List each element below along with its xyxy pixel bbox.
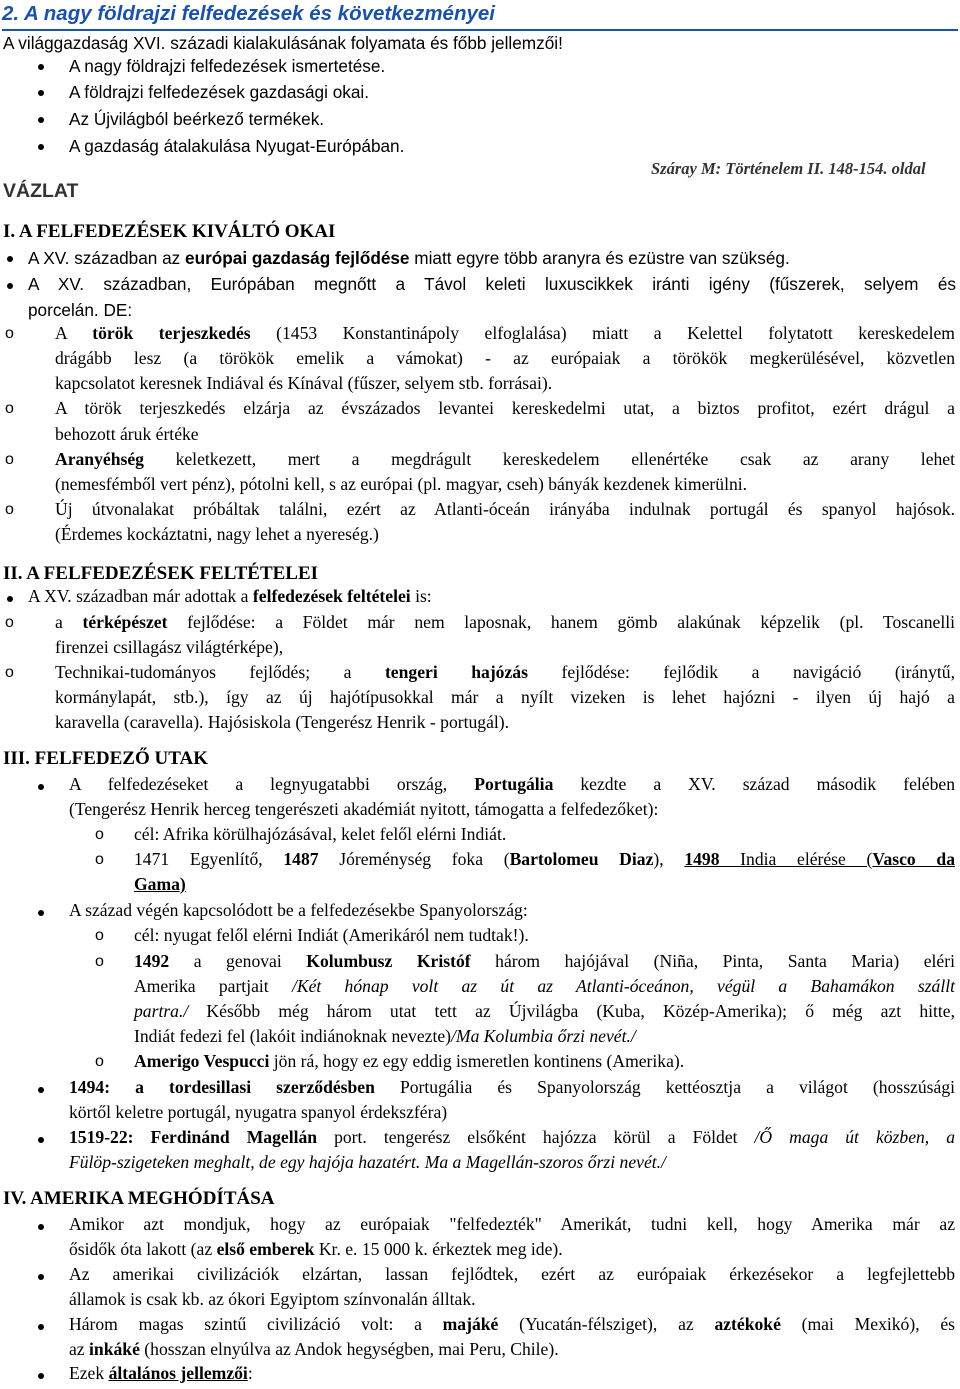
bullet-icon: [38, 1324, 44, 1330]
section-heading-1: I. A FELFEDEZÉSEK KIVÁLTÓ OKAI: [3, 221, 336, 242]
s3-sub-line: Gama): [134, 874, 186, 894]
s3-bullet-3-line: 1494: a tordesillasi szerződésben Portugália és Spanyolország kettéosztja a világot (hosszúsági: [69, 1077, 956, 1097]
page-title-text: 2. A nagy földrajzi felfedezések és következményei: [2, 2, 495, 25]
page-title: [2, 2, 495, 26]
s1-sub-1-line: A török terjeszkedés (1453 Konstantinápoly elfoglalása) miatt a Kelettel folytatott kereskedelem: [55, 323, 955, 343]
s4-bullet-2-line: Az amerikai civilizációk elzártan, lassan fejlődtek, ezért az európaiak érkezésekor a legfejlettebb: [69, 1264, 955, 1284]
s3-sub-line: Indiát fedezi fel (lakóit indiánoknak nevezte)/Ma Kolumbia őrzi nevét./: [134, 1026, 636, 1046]
s3-bullet-1-line: A felfedezéseket a legnyugatabbi ország, Portugália kezdte a XV. század második felében: [69, 774, 955, 794]
bullet-icon: [38, 90, 44, 96]
circle-bullet-icon: o: [5, 614, 14, 631]
s1-sub-4-line: Új útvonalakat próbáltak találni, ezért az Atlanti-óceán irányába indulnak portugál és spanyol hajósok.: [55, 499, 955, 519]
section-heading-2: II. A FELFEDEZÉSEK FELTÉTELEI: [3, 563, 319, 584]
circle-bullet-icon: o: [95, 826, 104, 843]
bullet-icon: [38, 1087, 44, 1093]
s1-sub-3-line: (nemesfémből vert pénz), pótolni kell, s az európai (pl. magyar, cseh) bányák kezdenek kimerülni.: [55, 474, 748, 494]
section-heading-3: III. FELFEDEZŐ UTAK: [3, 748, 208, 769]
vazlat-label: VÁZLAT: [3, 180, 79, 202]
bullet-icon: [38, 64, 44, 70]
circle-bullet-icon: o: [95, 1053, 104, 1070]
bullet-icon: [38, 117, 44, 123]
intro-question: A világgazdaság XVI. századi kialakulásának folyamata és főbb jellemzői!: [3, 33, 563, 53]
bullet-icon: [7, 283, 13, 289]
s1-bullet-1: A XV. században az európai gazdaság fejlődése miatt egyre több aranyra és ezüstre van szükség.: [28, 248, 790, 268]
s1-sub-3-line: Aranyéhség keletkezett, mert a megdrágult kereskedelem ellenértéke csak az arany lehet: [55, 449, 955, 469]
s4-bullet-3-line: Három magas szintű civilizáció volt: a majáké (Yucatán-félsziget), az aztékoké (mai Mexikó), és: [69, 1314, 956, 1334]
s2-sub-2-line: Technikai-tudományos fejlődés; a tengeri hajózás fejlődése: fejlődik a navigáció (iránytű,: [55, 662, 955, 682]
bullet-icon: [38, 1373, 44, 1379]
bullet-icon: [38, 144, 44, 150]
intro-item: Az Újvilágból beérkező termékek.: [69, 109, 325, 129]
s2-sub-2-line: kormánylapát, stb.), így az új hajótípusokkal már a nyílt vizeken is lehet hajózni - ilyen új hajó a: [55, 687, 955, 707]
circle-bullet-icon: o: [5, 400, 14, 417]
bullet-icon: [38, 784, 44, 790]
intro-item: A gazdaság átalakulása Nyugat-Európában.: [69, 136, 405, 156]
bullet-icon: [7, 596, 13, 602]
s3-bullet-1-line: (Tengerész Henrik herceg tengerészeti akadémiát nyitott, támogatta a felfedezőket):: [69, 799, 659, 819]
s3-bullet-2: A század végén kapcsolódott be a felfedezésekbe Spanyolország:: [69, 900, 528, 920]
title-underline: [2, 29, 958, 31]
s3-sub-line: Amerika partjait /Két hónap volt az út az Atlanti-óceánon, végül a Bahamákon szállt: [134, 976, 955, 996]
s2-sub-1-line: a térképészet fejlődése: a Földet már nem laposnak, hanem gömb alakúnak képzelik (pl. Toscanelli: [55, 612, 955, 632]
circle-bullet-icon: o: [95, 953, 104, 970]
s4-bullet-4: Ezek általános jellemzői:: [69, 1363, 253, 1383]
bullet-icon: [7, 256, 13, 262]
intro-item: A földrajzi felfedezések gazdasági okai.: [69, 82, 370, 102]
circle-bullet-icon: o: [95, 851, 104, 868]
s3-sub: cél: Afrika körülhajózásával, kelet felől elérni Indiát.: [134, 824, 507, 844]
s1-bullet-2-line: porcelán. DE:: [28, 300, 133, 320]
s1-bullet-2-line: A XV. században, Európában megnőtt a Távol keleti luxuscikkek iránti igény (fűszerek, selyem és: [28, 274, 956, 294]
bullet-icon: [38, 910, 44, 916]
s3-sub: Amerigo Vespucci jön rá, hogy ez egy eddig ismeretlen kontinens (Amerika).: [134, 1051, 685, 1071]
s4-bullet-3-line: az inkáké (hosszan elnyúlva az Andok hegységben, mai Peru, Chile).: [69, 1339, 559, 1359]
bullet-icon: [38, 1224, 44, 1230]
s3-bullet-4-line: 1519-22: Ferdinánd Magellán port. tengerész elsőként hajózza körül a Földet /Ő maga út közben, a: [69, 1127, 955, 1147]
circle-bullet-icon: o: [5, 501, 14, 518]
s3-sub-line: 1492 a genovai Kolumbusz Kristóf három hajójával (Niña, Pinta, Santa Maria) eléri: [134, 951, 955, 971]
bullet-icon: [38, 1274, 44, 1280]
circle-bullet-icon: o: [5, 451, 14, 468]
s3-sub-line: partra./ Később még három utat tett az Újvilágba (Kuba, Közép-Amerika); ő még azt hitte,: [134, 1001, 955, 1021]
s3-sub: cél: nyugat felől elérni Indiát (Amerikáról nem tudtak!).: [134, 925, 529, 945]
circle-bullet-icon: o: [5, 664, 14, 681]
bullet-icon: [38, 1137, 44, 1143]
circle-bullet-icon: o: [5, 325, 14, 342]
s1-sub-1-line: kapcsolatot keresnek Indiával és Kínával (fűszer, selyem stb. forrásai).: [55, 373, 553, 393]
s3-bullet-4-line: Fülöp-szigeteken meghalt, de egy hajója hazatért. Ma a Magellán-szoros őrzi nevét./: [69, 1152, 666, 1172]
s2-sub-2-line: karavella (caravella). Hajósiskola (Tengerész Henrik - portugál).: [55, 712, 510, 732]
s1-sub-1-line: drágább lesz (a törökök emelik a vámokat) - az európaiak a törökök megkerülésével, közvetlen: [55, 348, 955, 368]
circle-bullet-icon: o: [95, 927, 104, 944]
s3-sub-line: 1471 Egyenlítő, 1487 Jóreménység foka (Bartolomeu Diaz), 1498 India elérése (Vasco da: [134, 849, 955, 869]
s2-sub-1-line: firenzei csillagász világtérképe),: [55, 637, 284, 657]
s1-sub-4-line: (Érdemes kockáztatni, nagy lehet a nyereség.): [55, 524, 379, 544]
s3-bullet-3-line: körtől keletre portugál, nyugatra spanyol érdekszféra): [69, 1102, 448, 1122]
s1-sub-2-line: behozott áruk értéke: [55, 424, 199, 444]
s4-bullet-2-line: államok is csak kb. az ókori Egyiptom színvonalán álltak.: [69, 1289, 476, 1309]
s4-bullet-1-line: ősidők óta lakott (az első emberek Kr. e. 15 000 k. érkeztek meg ide).: [69, 1239, 563, 1259]
textbook-reference: Száray M: Történelem II. 148-154. oldal: [651, 159, 926, 178]
section-heading-4: IV. AMERIKA MEGHÓDÍTÁSA: [3, 1188, 275, 1209]
s2-bullet-1: A XV. században már adottak a felfedezések feltételei is:: [28, 586, 432, 606]
s4-bullet-1-line: Amikor azt mondjuk, hogy az európaiak "felfedezték" Amerikát, tudni kell, hogy Amerika már az: [69, 1214, 955, 1234]
s1-sub-2-line: A török terjeszkedés elzárja az évszázados levantei kereskedelmi utat, a biztos profitot, ezért drágul a: [55, 398, 955, 418]
intro-item: A nagy földrajzi felfedezések ismertetése.: [69, 56, 386, 76]
